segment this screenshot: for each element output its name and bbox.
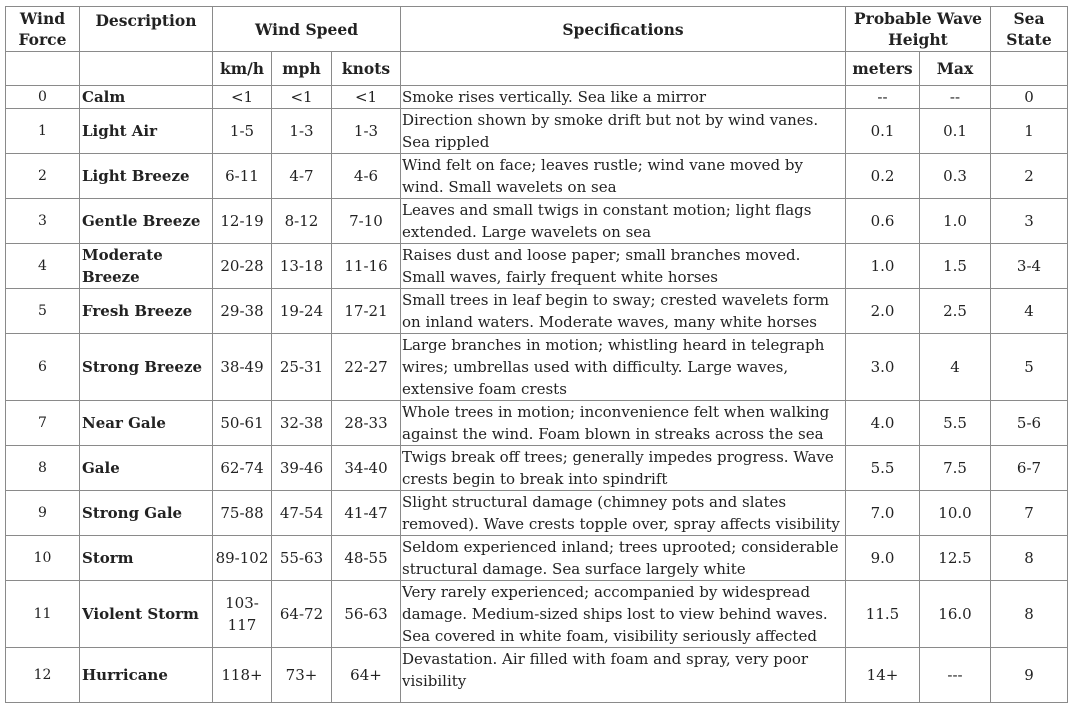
force-cell: 7 <box>6 401 80 446</box>
meters-cell: 7.0 <box>846 491 920 536</box>
header-sea-state: Sea State <box>991 7 1068 52</box>
force-cell: 10 <box>6 536 80 581</box>
max-cell: -- <box>920 86 991 109</box>
header-mph: mph <box>272 52 332 86</box>
mph-cell: 64-72 <box>272 581 332 648</box>
sea-state-cell: 8 <box>991 536 1068 581</box>
mph-cell: <1 <box>272 86 332 109</box>
knots-cell: 17-21 <box>332 289 401 334</box>
header-wind-force: Wind Force <box>6 7 80 52</box>
table-row <box>6 199 1068 244</box>
table-row <box>6 401 1068 446</box>
description-cell: Strong Breeze <box>80 334 213 401</box>
max-cell: 1.0 <box>920 199 991 244</box>
max-cell: 0.1 <box>920 109 991 154</box>
meters-cell: 9.0 <box>846 536 920 581</box>
header-kmh: km/h <box>213 52 272 86</box>
specification-cell: Very rarely experienced; accompanied by widespread damage. Medium-sized ships lost to view behind waves. Sea covered in white foam, visibility seriously affected <box>401 581 846 648</box>
knots-cell: 34-40 <box>332 446 401 491</box>
knots-cell: 48-55 <box>332 536 401 581</box>
sea-state-cell: 7 <box>991 491 1068 536</box>
force-cell: 5 <box>6 289 80 334</box>
sea-state-cell: 0 <box>991 86 1068 109</box>
kmh-cell: 6-11 <box>213 154 272 199</box>
kmh-cell: 103-117 <box>213 581 272 648</box>
description-cell: Strong Gale <box>80 491 213 536</box>
force-cell: 1 <box>6 109 80 154</box>
meters-cell: -- <box>846 86 920 109</box>
meters-cell: 0.2 <box>846 154 920 199</box>
specification-cell: Small trees in leaf begin to sway; crested wavelets form on inland waters. Moderate waves, many white horses <box>401 289 846 334</box>
specification-cell: Seldom experienced inland; trees uprooted; considerable structural damage. Sea surface largely white <box>401 536 846 581</box>
meters-cell: 14+ <box>846 648 920 703</box>
sea-state-cell: 5-6 <box>991 401 1068 446</box>
mph-cell: 25-31 <box>272 334 332 401</box>
description-cell: Light Breeze <box>80 154 213 199</box>
knots-cell: 1-3 <box>332 109 401 154</box>
max-cell: 0.3 <box>920 154 991 199</box>
description-cell: Light Air <box>80 109 213 154</box>
description-cell: Gentle Breeze <box>80 199 213 244</box>
max-cell: 1.5 <box>920 244 991 289</box>
force-cell: 12 <box>6 648 80 703</box>
kmh-cell: <1 <box>213 86 272 109</box>
specification-cell: Large branches in motion; whistling heard in telegraph wires; umbrellas used with difficulty. Large waves, extensive foam crests <box>401 334 846 401</box>
table-row <box>6 154 1068 199</box>
table-row <box>6 109 1068 154</box>
specification-cell: Wind felt on face; leaves rustle; wind vane moved by wind. Small wavelets on sea <box>401 154 846 199</box>
specification-cell: Devastation. Air filled with foam and spray, very poor visibility <box>401 648 846 703</box>
kmh-cell: 89-102 <box>213 536 272 581</box>
force-cell: 3 <box>6 199 80 244</box>
max-cell: 4 <box>920 334 991 401</box>
mph-cell: 8-12 <box>272 199 332 244</box>
kmh-cell: 38-49 <box>213 334 272 401</box>
sea-state-cell: 9 <box>991 648 1068 703</box>
max-cell: 7.5 <box>920 446 991 491</box>
description-cell: Calm <box>80 86 213 109</box>
description-cell: Violent Storm <box>80 581 213 648</box>
mph-cell: 32-38 <box>272 401 332 446</box>
specification-cell: Twigs break off trees; generally impedes progress. Wave crests begin to break into spindrift <box>401 446 846 491</box>
header-empty-cell <box>80 52 213 86</box>
specification-cell: Whole trees in motion; inconvenience felt when walking against the wind. Foam blown in streaks across the sea <box>401 401 846 446</box>
sea-state-cell: 2 <box>991 154 1068 199</box>
knots-cell: 41-47 <box>332 491 401 536</box>
mph-cell: 1-3 <box>272 109 332 154</box>
specification-cell: Smoke rises vertically. Sea like a mirror <box>401 86 846 109</box>
meters-cell: 2.0 <box>846 289 920 334</box>
max-cell: 10.0 <box>920 491 991 536</box>
meters-cell: 11.5 <box>846 581 920 648</box>
header-row-main <box>6 7 1068 52</box>
specification-cell: Slight structural damage (chimney pots and slates removed). Wave crests topple over, spray affects visibility <box>401 491 846 536</box>
knots-cell: 28-33 <box>332 401 401 446</box>
header-knots: knots <box>332 52 401 86</box>
force-cell: 4 <box>6 244 80 289</box>
kmh-cell: 118+ <box>213 648 272 703</box>
table-row <box>6 446 1068 491</box>
description-cell: Moderate Breeze <box>80 244 213 289</box>
kmh-cell: 1-5 <box>213 109 272 154</box>
mph-cell: 4-7 <box>272 154 332 199</box>
header-specifications: Specifications <box>401 7 846 52</box>
meters-cell: 0.6 <box>846 199 920 244</box>
max-cell: 5.5 <box>920 401 991 446</box>
table-row <box>6 244 1068 289</box>
meters-cell: 4.0 <box>846 401 920 446</box>
specification-cell: Direction shown by smoke drift but not by wind vanes. Sea rippled <box>401 109 846 154</box>
force-cell: 9 <box>6 491 80 536</box>
mph-cell: 13-18 <box>272 244 332 289</box>
max-cell: 16.0 <box>920 581 991 648</box>
sea-state-cell: 8 <box>991 581 1068 648</box>
knots-cell: 4-6 <box>332 154 401 199</box>
sea-state-cell: 6-7 <box>991 446 1068 491</box>
kmh-cell: 12-19 <box>213 199 272 244</box>
knots-cell: 7-10 <box>332 199 401 244</box>
beaufort-scale-table <box>5 6 1068 703</box>
mph-cell: 19-24 <box>272 289 332 334</box>
kmh-cell: 75-88 <box>213 491 272 536</box>
header-row-units <box>6 52 1068 86</box>
knots-cell: <1 <box>332 86 401 109</box>
kmh-cell: 50-61 <box>213 401 272 446</box>
description-cell: Storm <box>80 536 213 581</box>
max-cell: --- <box>920 648 991 703</box>
description-cell: Gale <box>80 446 213 491</box>
meters-cell: 0.1 <box>846 109 920 154</box>
header-empty-cell <box>6 52 80 86</box>
table-row <box>6 334 1068 401</box>
header-empty-cell <box>401 52 846 86</box>
knots-cell: 64+ <box>332 648 401 703</box>
sea-state-cell: 3-4 <box>991 244 1068 289</box>
description-cell: Hurricane <box>80 648 213 703</box>
mph-cell: 55-63 <box>272 536 332 581</box>
table-row <box>6 536 1068 581</box>
sea-state-cell: 5 <box>991 334 1068 401</box>
table-row <box>6 491 1068 536</box>
sea-state-cell: 4 <box>991 289 1068 334</box>
header-meters: meters <box>846 52 920 86</box>
table-row <box>6 86 1068 109</box>
table-row <box>6 289 1068 334</box>
header-wave-height: Probable Wave Height <box>846 7 991 52</box>
sea-state-cell: 3 <box>991 199 1068 244</box>
meters-cell: 3.0 <box>846 334 920 401</box>
mph-cell: 39-46 <box>272 446 332 491</box>
table-row <box>6 648 1068 703</box>
table-row <box>6 581 1068 648</box>
specification-cell: Raises dust and loose paper; small branches moved. Small waves, fairly frequent white horses <box>401 244 846 289</box>
kmh-cell: 29-38 <box>213 289 272 334</box>
knots-cell: 11-16 <box>332 244 401 289</box>
description-cell: Fresh Breeze <box>80 289 213 334</box>
meters-cell: 5.5 <box>846 446 920 491</box>
header-empty-cell <box>991 52 1068 86</box>
force-cell: 8 <box>6 446 80 491</box>
mph-cell: 47-54 <box>272 491 332 536</box>
mph-cell: 73+ <box>272 648 332 703</box>
sea-state-cell: 1 <box>991 109 1068 154</box>
specification-cell: Leaves and small twigs in constant motion; light flags extended. Large wavelets on sea <box>401 199 846 244</box>
description-cell: Near Gale <box>80 401 213 446</box>
knots-cell: 22-27 <box>332 334 401 401</box>
header-description: Description <box>80 7 213 52</box>
header-wind-speed: Wind Speed <box>213 7 401 52</box>
kmh-cell: 62-74 <box>213 446 272 491</box>
force-cell: 11 <box>6 581 80 648</box>
force-cell: 2 <box>6 154 80 199</box>
kmh-cell: 20-28 <box>213 244 272 289</box>
max-cell: 2.5 <box>920 289 991 334</box>
force-cell: 6 <box>6 334 80 401</box>
force-cell: 0 <box>6 86 80 109</box>
header-max: Max <box>920 52 991 86</box>
max-cell: 12.5 <box>920 536 991 581</box>
knots-cell: 56-63 <box>332 581 401 648</box>
meters-cell: 1.0 <box>846 244 920 289</box>
